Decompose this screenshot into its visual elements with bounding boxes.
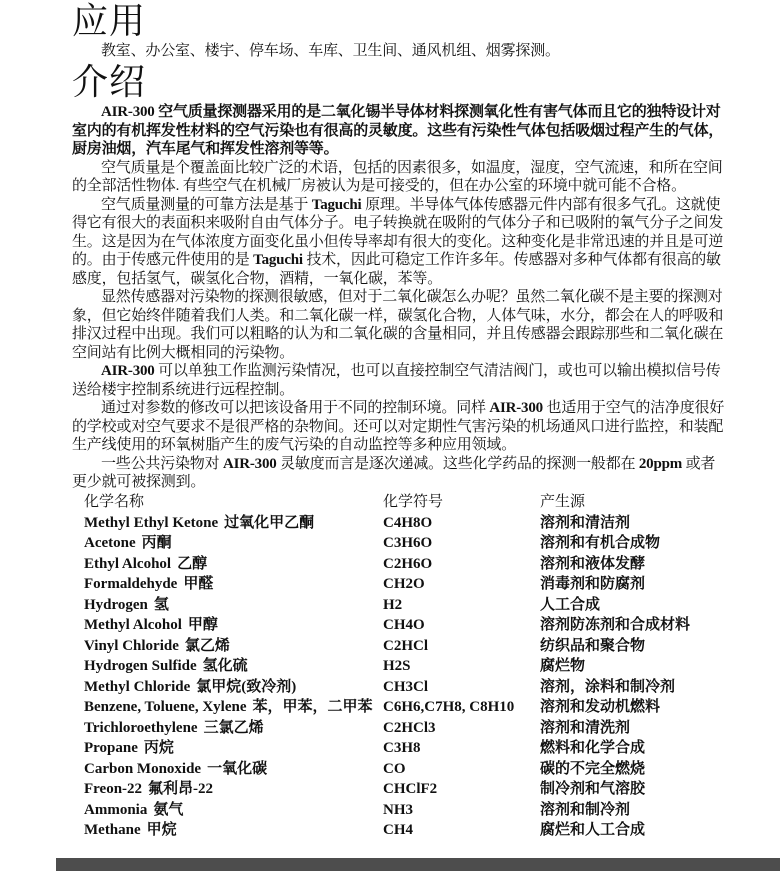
chemical-name-chinese: 乙醇: [177, 555, 208, 572]
text-line: [72, 344, 716, 363]
cell-source: 碳的不完全燃烧: [540, 760, 646, 777]
chemical-name-english: Hydrogen Sulfide: [84, 658, 197, 674]
chemical-name-english: Hydrogen: [84, 596, 148, 613]
text-line: [72, 399, 725, 418]
cell-chemical-name: [72, 820, 383, 841]
emphasized-text: 室内的有机挥发性材料的空气污染也有很高的灵敏度。这些有污染性气体包括吸烟过程产生的气体，: [72, 122, 724, 139]
cell-source: 溶剂和液体发酵: [540, 555, 646, 572]
text-run: 的。由于传感元件使用的是: [72, 252, 254, 268]
cell-chemical-name: [72, 574, 383, 595]
cell-source: 纺织品和聚合物: [540, 637, 646, 654]
text-line: [72, 362, 721, 381]
cell-chemical-symbol: CH4: [383, 822, 413, 838]
chemical-name-english: Methyl Chloride: [84, 678, 191, 695]
chemical-name-chinese: 甲醇: [187, 617, 218, 633]
text-run: 也适用于空气的洁净度很好: [542, 400, 725, 416]
emphasized-text: AIR-300 空气质量探测器采用的是二氧化锡半导体材料探测氧化性有害气体而且它的独特设计对: [101, 104, 721, 120]
chemical-name-english: Ethyl Alcohol: [84, 555, 172, 572]
page-bottom-bar: [56, 858, 780, 871]
cell-chemical-symbol: CH4O: [383, 617, 425, 633]
text-line: [72, 473, 716, 492]
chemical-name-english: Propane: [84, 740, 138, 756]
text-line: [72, 270, 716, 289]
table-row: [72, 615, 716, 636]
chemical-name-english: Vinyl Chloride: [84, 637, 179, 654]
cell-chemical-symbol: C2HCl3: [383, 719, 436, 736]
text-line: [72, 418, 724, 437]
cell-source: 溶剂和清洁剂: [540, 514, 631, 531]
cell-chemical-name: [72, 533, 383, 554]
text-run: 通过对参数的修改可以把该设备用于不同的控制环境。同样: [101, 400, 490, 416]
text-run: 排汉过程中出现。我们可以粗略的认为和二氧化碳的含量相同，并且传感器会跟踪那些和二氧化碳在: [72, 326, 724, 342]
text-run: 象，但它始终伴随着我们人类。和二氧化碳一样，碳氢化合物，人体气味，水分，都会在人的呼吸和: [72, 307, 724, 324]
table-row: [72, 636, 716, 657]
chemical-name-chinese: 一氧化碳: [207, 760, 268, 777]
chemical-name-english: Freon-22: [84, 781, 143, 797]
chemical-name-chinese: 甲醛: [183, 576, 214, 592]
table-body: [72, 513, 716, 841]
table-row: [72, 595, 716, 616]
cell-chemical-symbol: C6H6,C7H8, C8H10: [383, 699, 515, 715]
text-line: [72, 325, 724, 344]
chemical-name-chinese: 苯，甲苯，二甲苯: [252, 699, 373, 715]
emphasized-text: AIR-300: [489, 400, 543, 416]
text-line: [72, 214, 724, 233]
chemical-name-english: Methane: [84, 822, 141, 838]
cell-chemical-name: [72, 697, 383, 718]
chemical-name-chinese: 氟利昂-22: [148, 781, 214, 797]
table-row: [72, 800, 716, 821]
table-row: [72, 759, 716, 780]
table-row: [72, 738, 716, 759]
cell-chemical-symbol: CHClF2: [383, 781, 438, 797]
text-line: [72, 177, 716, 196]
cell-source: 腐烂和人工合成: [540, 822, 646, 838]
text-line: [72, 103, 721, 122]
text-line: [72, 196, 721, 215]
text-run: 技术，因此可稳定工作许多年。传感器对多种气体都有很高的敏: [302, 252, 721, 268]
text-line: [72, 122, 724, 141]
chemical-name-chinese: 三氯乙烯: [203, 719, 264, 736]
cell-chemical-name: [72, 636, 383, 657]
cell-source: 溶剂和清洗剂: [540, 719, 631, 736]
cell-chemical-name: [72, 800, 383, 821]
chemical-name-english: Acetone: [84, 535, 136, 551]
table-row: [72, 533, 716, 554]
cell-chemical-name: [72, 554, 383, 575]
table-row: [72, 656, 716, 677]
text-line: [72, 140, 716, 159]
introduction-paragraphs: [72, 103, 725, 492]
section-heading-introduction: 介绍: [72, 62, 147, 102]
section-heading-applications: 应用: [72, 1, 147, 41]
table-row: [72, 718, 716, 739]
text-run: 空气质量测量的可靠方法是基于: [101, 196, 312, 213]
emphasized-text: Taguchi: [311, 196, 362, 213]
cell-chemical-symbol: CO: [383, 760, 406, 777]
table-row: [72, 677, 716, 698]
cell-chemical-symbol: H2: [383, 596, 403, 613]
chemical-name-english: Methyl Ethyl Ketone: [84, 514, 219, 531]
emphasized-text: 厨房油烟，汽车尾气和挥发性溶剂等等。: [72, 141, 339, 157]
chemical-name-english: Carbon Monoxide: [84, 760, 202, 777]
text-line: [72, 288, 723, 307]
text-run: 感度，包括氢气，碳氢化合物，酒精，一氧化碳，苯等。: [72, 270, 443, 287]
text-run: 或者: [682, 455, 716, 472]
emphasized-text: Taguchi: [253, 252, 303, 268]
column-header-chemical-name: 化学名称: [84, 493, 145, 510]
applications-text: 教室、办公室、楼宇、停车场、车库、卫生间、通风机组、烟雾探测。: [101, 43, 560, 59]
cell-chemical-symbol: CH2O: [383, 576, 425, 592]
chemical-name-english: Methyl Alcohol: [84, 617, 182, 633]
text-run: 空间站有比例大概相同的污染物。: [72, 344, 295, 361]
cell-source: 消毒剂和防腐剂: [540, 576, 646, 592]
cell-chemical-symbol: C2H6O: [383, 555, 433, 572]
cell-chemical-name: [72, 595, 383, 616]
cell-chemical-name: [72, 759, 383, 780]
chemical-name-chinese: 过氧化甲乙酮: [224, 514, 315, 531]
chemical-name-chinese: 氯乙烯: [184, 637, 230, 654]
cell-chemical-symbol: CH3Cl: [383, 678, 428, 695]
column-header-chemical-symbol: 化学符号: [383, 493, 444, 510]
chemical-name-english: Formaldehyde: [84, 576, 178, 592]
text-run: 送给楼宇控制系统进行远程控制。: [72, 381, 295, 398]
cell-chemical-symbol: C2HCl: [383, 637, 428, 654]
chemical-name-chinese: 甲烷: [146, 822, 177, 838]
text-run: 灵敏度而言是逐次递减。这些化学药品的探测一般都在: [276, 455, 639, 472]
cell-source: 溶剂防冻剂和合成材料: [540, 617, 691, 633]
chemical-name-chinese: 氢化硫: [202, 658, 248, 674]
cell-source: 人工合成: [540, 596, 601, 613]
text-run: 的全部活性物体. 有些空气在机械厂房被认为是可接受的，但在办公室的环境中就可能不合格。: [72, 178, 686, 194]
text-line: [72, 381, 716, 400]
table-row: [72, 574, 716, 595]
text-run: 一些公共污染物对: [101, 455, 223, 472]
cell-chemical-symbol: C4H8O: [383, 514, 433, 531]
cell-source: 溶剂和制冷剂: [540, 801, 631, 818]
text-line: [72, 251, 721, 270]
text-line: [72, 233, 724, 252]
cell-source: 制冷剂和气溶胶: [540, 781, 646, 797]
text-line: [72, 436, 716, 455]
text-run: 生产线使用的环氧树脂产生的废气污染的自动监控等多种应用领域。: [72, 437, 517, 453]
chemical-name-chinese: 氯甲烷(致冷剂): [196, 678, 297, 695]
text-run: 空气质量是个覆盖面比较广泛的术语，包括的因素很多，如温度，湿度，空气流速，和所在空间: [101, 159, 723, 176]
text-run: 显然传感器对污染物的探测很敏感，但对于二氧化碳怎么办呢？虽然二氧化碳不是主要的探测对: [101, 289, 723, 305]
table-row: [72, 513, 716, 534]
cell-chemical-name: [72, 513, 383, 534]
cell-source: 腐烂物: [540, 658, 586, 674]
cell-chemical-name: [72, 779, 383, 800]
text-run: 的学校或对空气要求不是很严格的杂物间。还可以对定期性气害污染的机场通风口进行监控，和装配: [72, 418, 724, 435]
table-header-row: [72, 492, 716, 513]
chemical-name-english: Ammonia: [84, 801, 148, 818]
chemical-name-chinese: 氢: [153, 596, 169, 613]
table-row: [72, 697, 716, 718]
column-header-source: 产生源: [540, 493, 586, 510]
table-row: [72, 554, 716, 575]
emphasized-text: AIR-300: [101, 363, 155, 379]
cell-source: 燃料和化学合成: [540, 740, 646, 756]
cell-chemical-name: [72, 718, 383, 739]
cell-source: 溶剂和发动机燃料: [540, 699, 661, 715]
emphasized-text: 20ppm: [638, 455, 683, 472]
cell-chemical-name: [72, 738, 383, 759]
chemical-name-chinese: 氨气: [153, 801, 184, 818]
table-row: [72, 820, 716, 841]
cell-chemical-name: [72, 677, 383, 698]
cell-chemical-symbol: C3H6O: [383, 535, 433, 551]
emphasized-text: AIR-300: [222, 455, 277, 472]
cell-chemical-symbol: H2S: [383, 658, 411, 674]
text-line: [72, 307, 724, 326]
table-row: [72, 779, 716, 800]
cell-source: 溶剂，涂料和制冷剂: [540, 678, 676, 695]
text-line: [72, 159, 723, 178]
text-run: 生。这是因为在气体浓度方面变化虽小但传导率却有很大的变化。这种变化是非常迅速的并且是可逆: [72, 233, 724, 250]
text-run: 原理。半导体气体传感器元件内部有很多气孔。这就使: [361, 196, 721, 213]
cell-source: 溶剂和有机合成物: [540, 535, 661, 551]
cell-chemical-name: [72, 656, 383, 677]
chemical-table: [72, 492, 716, 841]
chemical-name-chinese: 丙烷: [143, 740, 174, 756]
cell-chemical-symbol: NH3: [383, 801, 413, 818]
text-run: 更少就可被探测到。: [72, 474, 206, 490]
cell-chemical-symbol: C3H8: [383, 740, 421, 756]
text-run: 可以单独工作监测污染情况，也可以直接控制空气清洁阀门，或也可以输出模拟信号传: [154, 363, 721, 379]
text-run: 得它有很大的表面积来吸附自由气体分子。电子转换就在吸附的气体分子和已吸附的氧气分子之间发: [72, 215, 724, 231]
cell-chemical-name: [72, 615, 383, 636]
chemical-name-english: Trichloroethylene: [84, 719, 198, 736]
chemical-name-english: Benzene, Toluene, Xylene: [84, 699, 247, 715]
chemical-name-chinese: 丙酮: [141, 535, 172, 551]
text-line: [72, 455, 716, 474]
